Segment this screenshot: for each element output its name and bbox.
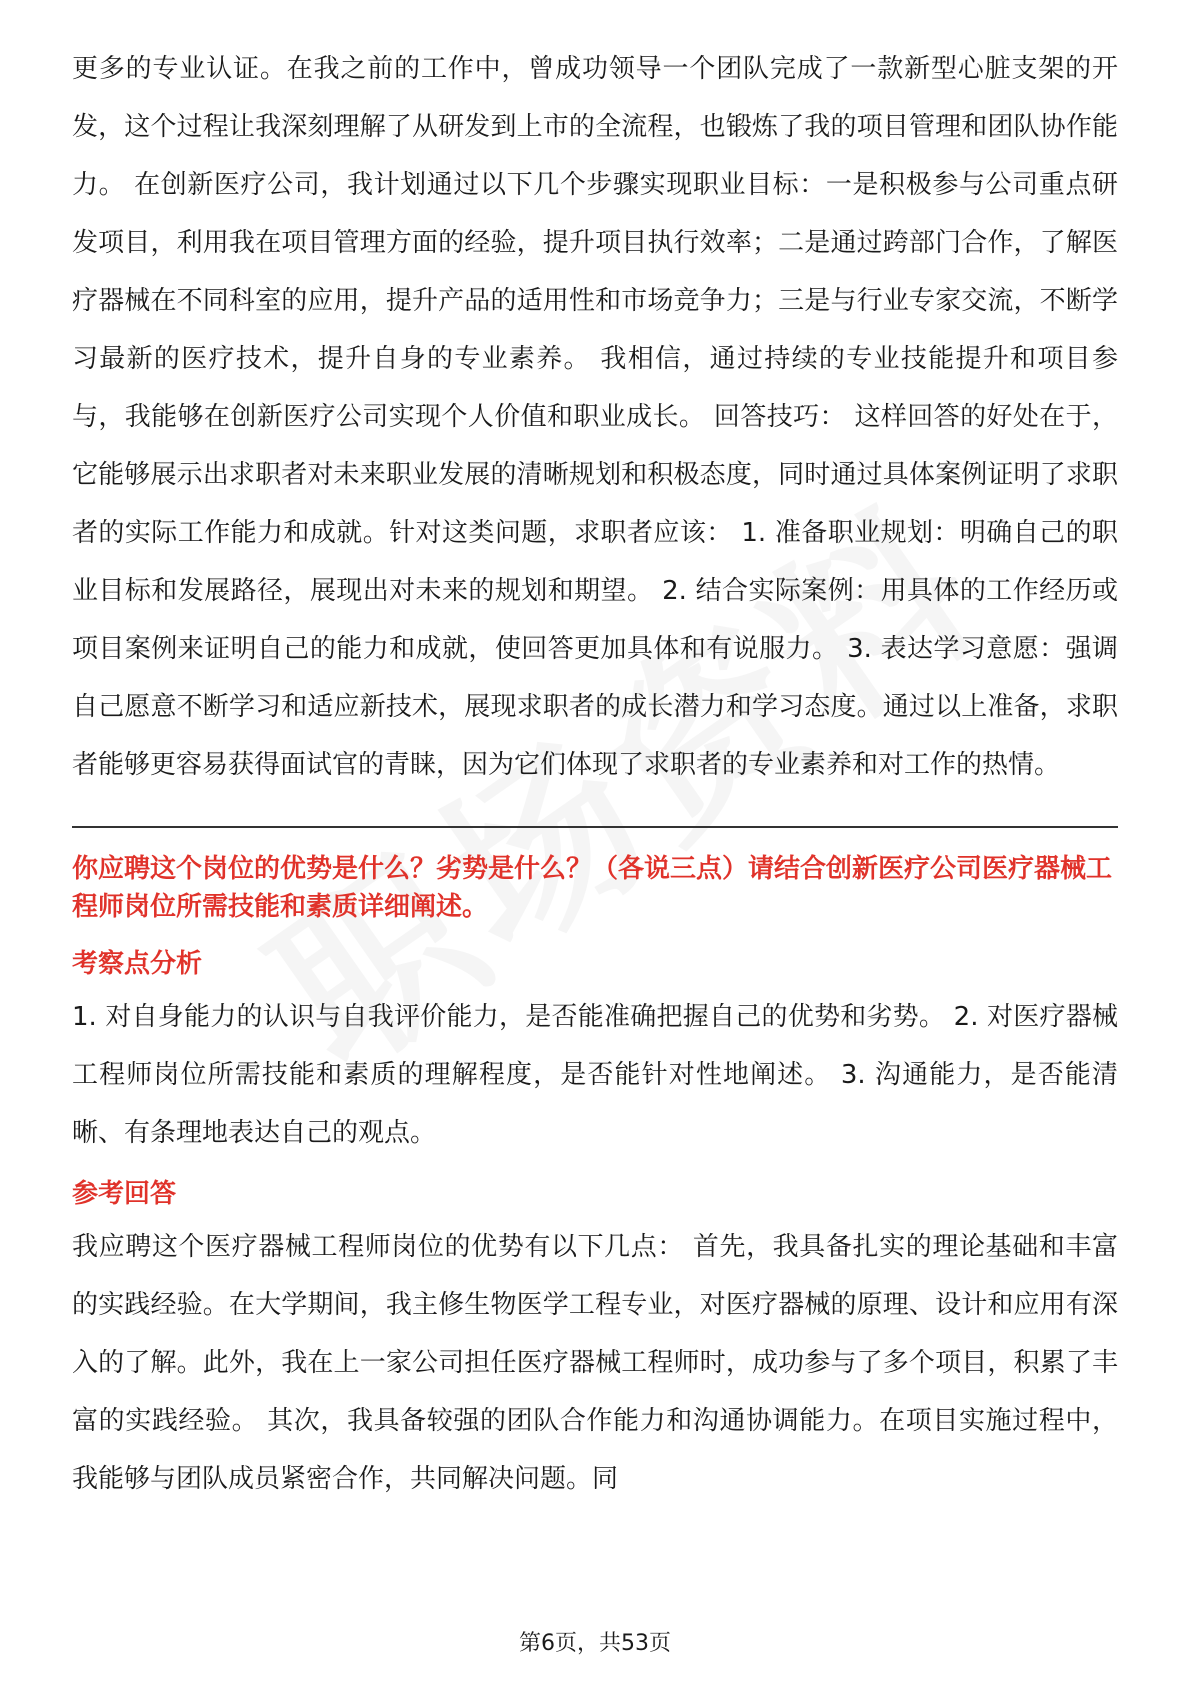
section-divider	[72, 826, 1118, 828]
page-number: 第6页，共53页	[519, 1631, 671, 1656]
analysis-text: 1. 对自身能力的认识与自我评价能力，是否能准确把握自己的优势和劣势。 2. 对医疗器械工程师岗位所需技能和素质的理解程度，是否能针对性地阐述。 3. 沟通能力，是否能清晰、有条理地表达自己的观点。	[72, 1002, 1118, 1148]
document-page	[72, 40, 1118, 1508]
question-heading: 你应聘这个岗位的优势是什么？劣势是什么？（各说三点）请结合创新医疗公司医疗器械工程师岗位所需技能和素质详细阐述。	[72, 854, 1113, 922]
answer-title: 参考回答	[72, 1179, 177, 1209]
answer-text: 我应聘这个医疗器械工程师岗位的优势有以下几点： 首先，我具备扎实的理论基础和丰富的实践经验。在大学期间，我主修生物医学工程专业，对医疗器械的原理、设计和应用有深入的了解。此外，我在上一家公司担任医疗器械工程师时，成功参与了多个项目，积累了丰富的实践经验。 其次，我具备较强的团队合作能力和沟通协调能力。在项目实施过程中，我能够与团队成员紧密合作，共同解决问题。同	[72, 1232, 1118, 1494]
spacer	[72, 1162, 1118, 1174]
analysis-title: 考察点分析	[72, 949, 203, 979]
intro-paragraph: 更多的专业认证。在我之前的工作中，曾成功领导一个团队完成了一款新型心脏支架的开发，这个过程让我深刻理解了从研发到上市的全流程，也锻炼了我的项目管理和团队协作能力。 在创新医疗公司，我计划通过以下几个步骤实现职业目标：一是积极参与公司重点研发项目，利用我在项目管理方面的经验，提升项目执行效率；二是通过跨部门合作，了解医疗器械在不同科室的应用，提升产品的适用性和市场竞争力；三是与行业专家交流，不断学习最新的医疗技术，提升自身的专业素养。 我相信，通过持续的专业技能提升和项目参与，我能够在创新医疗公司实现个人价值和职业成长。 回答技巧： 这样回答的好处在于，它能够展示出求职者对未来职业发展的清晰规划和积极态度，同时通过具体案例证明了求职者的实际工作能力和成就。针对这类问题，求职者应该： 1. 准备职业规划：明确自己的职业目标和发展路径，展现出对未来的规划和期望。 2. 结合实际案例：用具体的工作经历或项目案例来证明自己的能力和成就，使回答更加具体和有说服力。 3. 表达学习意愿：强调自己愿意不断学习和适应新技术，展现求职者的成长潜力和学习态度。通过以上准备，求职者能够更容易获得面试官的青睐，因为它们体现了求职者的专业素养和对工作的热情。	[72, 54, 1118, 780]
